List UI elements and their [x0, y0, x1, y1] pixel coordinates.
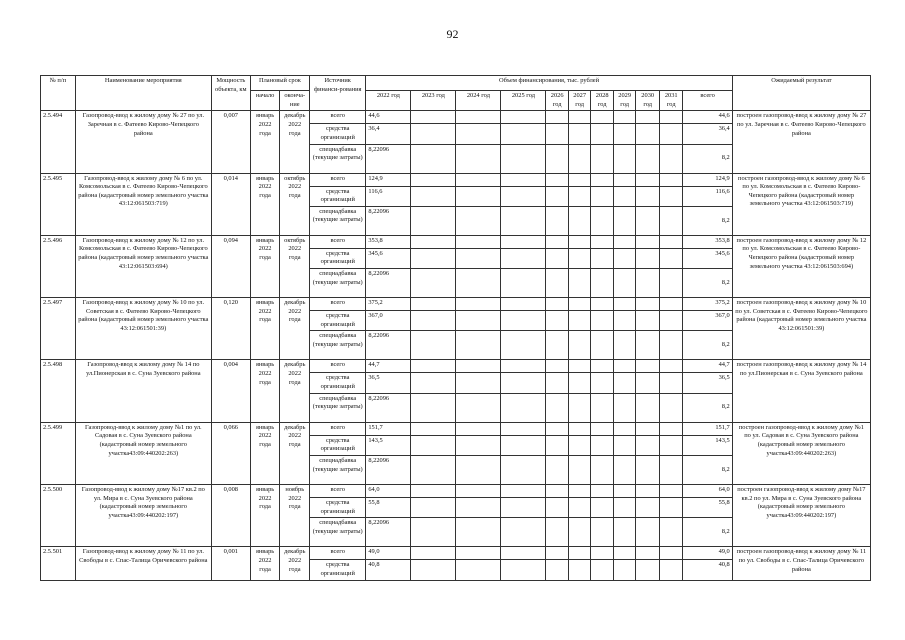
row-capacity: 0,008	[211, 484, 250, 546]
row-name: Газопровод-ввод к жилому дому № 10 по ул. Советская в с. Фатеево Кирово-Чепецкого района (кадастровый номер земельного участка 43:12:061501:39)	[75, 298, 211, 360]
row-sum-total: 44,7	[683, 360, 732, 373]
row-start: январь 2022 года	[250, 298, 280, 360]
row-end: октябрь 2022 года	[280, 173, 310, 235]
row-result: построен газопровод-ввод к жилому дому №1 по ул. Садовая в с. Суна Зуевского района (кадастровый номер земельного участка43:09:440202:263)	[732, 422, 870, 484]
row-start: январь 2022 года	[250, 422, 280, 484]
row-num: 2.5.500	[41, 484, 76, 546]
row-source-org: средства организаций	[310, 124, 366, 144]
row-name: Газопровод-ввод к жилому дому № 12 по ул. Комсомольская в с. Фатеево Кирово-Чепецкого района (кадастровый номер земельного участка 43:12:061503:694)	[75, 235, 211, 297]
row-source-special: спецнадбавка (текущие затраты)	[310, 518, 366, 547]
header-year: 2024 год	[456, 91, 501, 111]
row-2022-total: 353,8	[366, 235, 411, 248]
row-2022-total: 375,2	[366, 298, 411, 311]
header-year: 2029 год	[613, 91, 636, 111]
row-sum-total: 64,0	[683, 484, 732, 497]
row-sum-special: 8,2	[683, 144, 732, 173]
row-capacity: 0,004	[211, 360, 250, 422]
row-sum-org: 40,8	[683, 560, 732, 580]
row-source-org: средства организаций	[310, 248, 366, 268]
row-sum-total: 124,9	[683, 173, 732, 186]
row-result: построен газопровод-ввод к жилому дому № 10 по ул. Советская в с. Фатеево Кирово-Чепецкого района (кадастровый номер земельного участка 43:12:061501:39)	[732, 298, 870, 360]
row-source-org: средства организаций	[310, 435, 366, 455]
row-sum-special: 8,2	[683, 518, 732, 547]
row-source-special: спецнадбавка (текущие затраты)	[310, 331, 366, 360]
row-name: Газопровод-ввод к жилому дому № 27 по ул. Заречная в с. Фатеево Кирово-Чепецкого района	[75, 111, 211, 173]
row-num: 2.5.496	[41, 235, 76, 297]
header-total: всего	[683, 91, 732, 111]
row-sum-total: 49,0	[683, 547, 732, 560]
row-2022-total: 64,0	[366, 484, 411, 497]
row-source-special: спецнадбавка (текущие затраты)	[310, 269, 366, 298]
header-period-start: начало	[250, 91, 280, 111]
row-source-special: спецнадбавка (текущие затраты)	[310, 455, 366, 484]
row-result: построен газопровод-ввод к жилому дому № 6 по ул. Комсомольская в с. Фатеево Кирово-Чепецкого района (кадастровый номер земельного участка 43:12:061503:719)	[732, 173, 870, 235]
table-row	[41, 235, 871, 248]
row-source-total: всего	[310, 298, 366, 311]
row-capacity: 0,066	[211, 422, 250, 484]
header-year: 2022 год	[366, 91, 411, 111]
row-num: 2.5.501	[41, 547, 76, 580]
row-capacity: 0,001	[211, 547, 250, 580]
header-year: 2031 год	[659, 91, 683, 111]
row-source-total: всего	[310, 235, 366, 248]
row-source-total: всего	[310, 422, 366, 435]
row-2022-special: 8,22096	[366, 455, 411, 484]
row-num: 2.5.497	[41, 298, 76, 360]
table-row	[41, 422, 871, 435]
row-num: 2.5.494	[41, 111, 76, 173]
page-number: 92	[446, 27, 459, 41]
row-2022-org: 143,5	[366, 435, 411, 455]
row-2022-special: 8,22096	[366, 393, 411, 422]
row-2022-org: 116,6	[366, 186, 411, 206]
row-sum-total: 375,2	[683, 298, 732, 311]
row-source-total: всего	[310, 547, 366, 560]
row-result: построен газопровод-ввод к жилому дому № 12 по ул. Комсомольская в с. Фатеево Кирово-Чепецкого района (кадастровый номер земельного участка 43:12:061503:694)	[732, 235, 870, 297]
header-num: № п/п	[41, 76, 76, 111]
row-source-special: спецнадбавка (текущие затраты)	[310, 144, 366, 173]
row-2022-special: 8,22096	[366, 518, 411, 547]
row-sum-special: 8,2	[683, 269, 732, 298]
header-capacity: Мощность объекта, км	[211, 76, 250, 111]
row-end: декабрь 2022 года	[280, 360, 310, 422]
header-year: 2023 год	[411, 91, 456, 111]
table-row	[41, 360, 871, 373]
row-2022-total: 124,9	[366, 173, 411, 186]
row-2022-special: 8,22096	[366, 331, 411, 360]
row-2022-org: 345,6	[366, 248, 411, 268]
row-sum-special: 8,2	[683, 331, 732, 360]
row-2022-org: 36,4	[366, 124, 411, 144]
table-row-last	[41, 547, 871, 560]
header-year: 2026 год	[546, 91, 569, 111]
row-capacity: 0,014	[211, 173, 250, 235]
row-name: Газопровод-ввод к жилому дому №17 кв.2 по ул. Мира в с. Суна Зуевского района (кадастровый номер земельного участка43:09:440202:197)	[75, 484, 211, 546]
row-start: январь 2022 года	[250, 547, 280, 580]
row-end: ноябрь 2022 года	[280, 484, 310, 546]
row-result: построен газопровод-ввод к жилому дому № 27 по ул. Заречная в с. Фатеево Кирово-Чепецкого района	[732, 111, 870, 173]
row-source-special: спецнадбавка (текущие затраты)	[310, 206, 366, 235]
row-sum-total: 151,7	[683, 422, 732, 435]
row-2022-special: 8,22096	[366, 269, 411, 298]
row-sum-total: 353,8	[683, 235, 732, 248]
row-2022-org: 367,0	[366, 311, 411, 331]
row-sum-special: 8,2	[683, 393, 732, 422]
header-name: Наименование мероприятия	[75, 76, 211, 111]
row-source-total: всего	[310, 111, 366, 124]
row-capacity: 0,120	[211, 298, 250, 360]
row-source-total: всего	[310, 173, 366, 186]
header-year: 2027 год	[568, 91, 591, 111]
row-sum-org: 143,5	[683, 435, 732, 455]
row-2022-org: 40,8	[366, 560, 411, 580]
row-result: построен газопровод-ввод к жилому дому №17 кв.2 по ул. Мира в с. Суна Зуевского района (кадастровый номер земельного участка43:09:440202:197)	[732, 484, 870, 546]
row-sum-special: 8,2	[683, 455, 732, 484]
table-row	[41, 173, 871, 186]
row-source-org: средства организаций	[310, 497, 366, 517]
row-end: декабрь 2022 года	[280, 111, 310, 173]
row-start: январь 2022 года	[250, 360, 280, 422]
row-start: январь 2022 года	[250, 235, 280, 297]
row-source-org: средства организаций	[310, 373, 366, 393]
row-capacity: 0,094	[211, 235, 250, 297]
row-sum-org: 36,4	[683, 124, 732, 144]
row-result: построен газопровод-ввод к жилому дому № 14 по ул.Пионерская в с. Суна Зуевского района	[732, 360, 870, 422]
row-source-org: средства организаций	[310, 560, 366, 580]
header-year: 2028 год	[591, 91, 614, 111]
row-2022-total: 49,0	[366, 547, 411, 560]
financing-table	[40, 75, 871, 581]
row-num: 2.5.495	[41, 173, 76, 235]
header-result: Ожидаемый результат	[732, 76, 870, 111]
row-source-org: средства организаций	[310, 186, 366, 206]
row-num: 2.5.498	[41, 360, 76, 422]
row-sum-org: 367,0	[683, 311, 732, 331]
header-period: Плановый срок	[250, 76, 309, 91]
header-year: 2025 год	[501, 91, 546, 111]
row-sum-org: 116,6	[683, 186, 732, 206]
row-end: декабрь 2022 года	[280, 422, 310, 484]
row-name: Газопровод-ввод к жилому дому № 14 по ул.Пионерская в с. Суна Зуевского района	[75, 360, 211, 422]
header-source: Источник финанси-рования	[310, 76, 366, 111]
row-name: Газопровод-ввод к жилому дому № 6 по ул. Комсомольская в с. Фатеево Кирово-Чепецкого района (кадастровый номер земельного участка 43:12:061503:719)	[75, 173, 211, 235]
row-sum-org: 55,8	[683, 497, 732, 517]
row-name: Газопровод-ввод к жилому дому № 11 по ул. Свободы в с. Спас-Талица Оричевского района	[75, 547, 211, 580]
header-period-end: оконча-ние	[280, 91, 310, 111]
row-2022-special: 8,22096	[366, 144, 411, 173]
row-source-total: всего	[310, 484, 366, 497]
row-name: Газопровод-ввод к жилому дому №1 по ул. Садовая в с. Суна Зуевского района (кадастровый номер земельного участка43:09:440202:263)	[75, 422, 211, 484]
table-row	[41, 484, 871, 497]
row-source-org: средства организаций	[310, 311, 366, 331]
row-sum-org: 345,6	[683, 248, 732, 268]
row-2022-org: 55,8	[366, 497, 411, 517]
row-2022-total: 44,7	[366, 360, 411, 373]
table-row	[41, 298, 871, 311]
row-source-special: спецнадбавка (текущие затраты)	[310, 393, 366, 422]
row-start: январь 2022 года	[250, 111, 280, 173]
row-num: 2.5.499	[41, 422, 76, 484]
row-2022-total: 44,6	[366, 111, 411, 124]
row-capacity: 0,007	[211, 111, 250, 173]
row-2022-org: 36,5	[366, 373, 411, 393]
row-source-total: всего	[310, 360, 366, 373]
header-volume: Объем финансирования, тыс. рублей	[366, 76, 732, 91]
row-sum-total: 44,6	[683, 111, 732, 124]
table-row	[41, 111, 871, 124]
row-sum-org: 36,5	[683, 373, 732, 393]
row-end: октябрь 2022 года	[280, 235, 310, 297]
row-result: построен газопровод-ввод к жилому дому № 11 по ул. Свободы в с. Спас-Талица Оричевского района	[732, 547, 870, 580]
row-sum-special: 8,2	[683, 206, 732, 235]
row-start: январь 2022 года	[250, 173, 280, 235]
row-2022-special: 8,22096	[366, 206, 411, 235]
row-end: декабрь 2022 года	[280, 298, 310, 360]
row-2022-total: 151,7	[366, 422, 411, 435]
row-start: январь 2022 года	[250, 484, 280, 546]
row-end: декабрь 2022 года	[280, 547, 310, 580]
header-year: 2030 год	[636, 91, 660, 111]
